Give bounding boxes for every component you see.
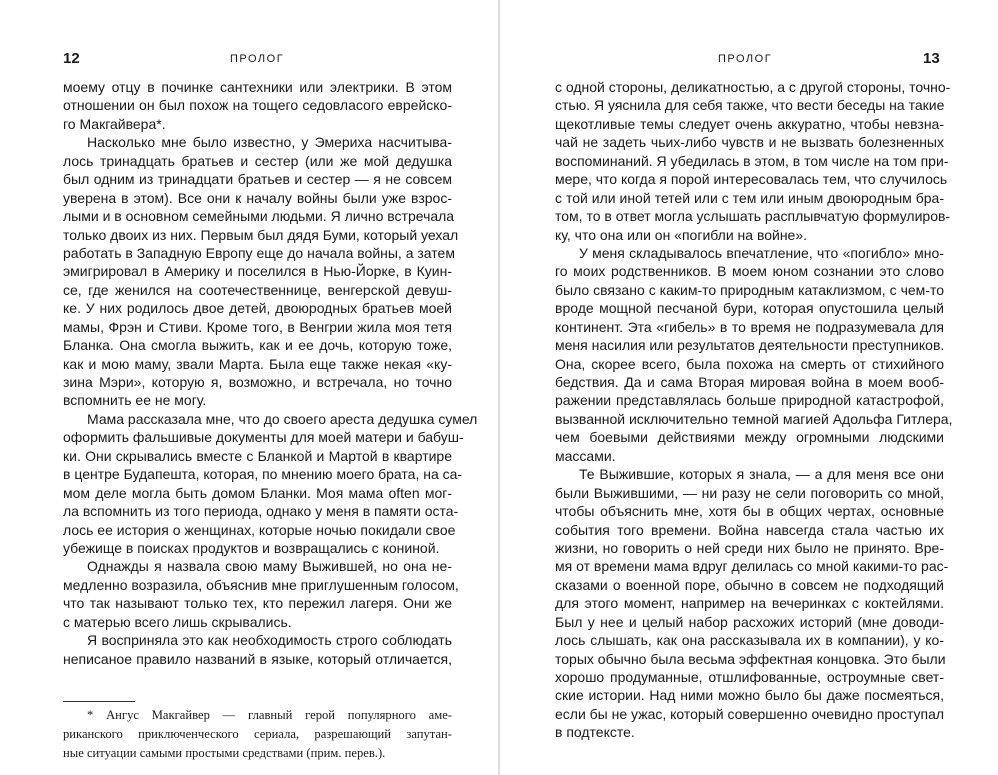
text-line: лось ее история о женщинах, которые ночью покидали свое	[63, 521, 456, 538]
text-line: Она, скорее всего, была похожа на смерть от стихийного	[555, 355, 944, 372]
text-line: хорошо продуманные, отшлифованные, остроумные свет-	[555, 669, 944, 685]
page-number: 12	[63, 50, 80, 67]
text-line: эмигрировал в Америку и поселился в Нью-Йорке, в Куин-	[63, 263, 452, 280]
text-line: Насколько мне было известно, у Эмериха насчитыва-	[87, 134, 452, 151]
text-line: мя от времени мама вдруг делилась со мной какими-то рас-	[555, 558, 949, 575]
text-line: Мама рассказала мне, что до своего ареста дедушка сумел	[87, 410, 478, 427]
text-line: ке. У них родилось двое детей, двоюродных братьев моей	[63, 300, 452, 317]
text-line: в центре Будапешта, которая, по мнению моего брата, на са-	[63, 466, 463, 483]
text-line: лось тринадцать братьев и сестер (или же мой дедушка	[63, 152, 452, 169]
running-head: ПРОЛОГ	[718, 53, 773, 65]
running-head: ПРОЛОГ	[230, 53, 285, 65]
text-line: отношении он был похож на тощего седовласого еврейско-	[63, 97, 452, 114]
text-line: массами.	[555, 447, 616, 464]
text-line: как и мою маму, звали Марта. Была еще также некая «ку-	[63, 355, 452, 372]
text-line: У меня складывалось впечатление, что «погибло» мно-	[579, 244, 944, 261]
text-line: вроде мощной песчаной бури, которая опустошила целый	[555, 300, 944, 317]
page-number: 13	[923, 50, 940, 67]
left-page	[0, 0, 498, 775]
text-line: ские истории. Над ними можно было бы даже посмеяться,	[555, 687, 944, 704]
text-line: события того времени. Война навсегда стала частью их	[555, 521, 944, 538]
text-line: если бы не ужас, который совершенно очевидно проступал	[555, 705, 945, 722]
text-line: уверена в этом). Все они к началу войны были уже взрос-	[63, 189, 452, 206]
text-line: вызванной исключительно темной магией Адольфа Гитлера,	[555, 410, 953, 427]
text-line: вспомнить ее не могу.	[63, 392, 207, 409]
text-line: Однажды я назвала свою маму Выжившей, но она не-	[87, 558, 452, 575]
text-line: в подтексте.	[555, 724, 635, 741]
text-line: ражении представлялась больше природной катастрофой,	[555, 392, 944, 409]
text-line: стью. Я уяснила для себя также, что вести беседы на такие	[555, 97, 945, 114]
text-line: континент. Эта «гибель» в то время не подразумевала для	[555, 318, 944, 335]
text-line: Я восприняла это как необходимость строго соблюдать	[87, 632, 452, 649]
text-line: было связано с каким-то природным катаклизмом, с чем-то	[555, 281, 944, 298]
text-line: се, где женился на соотечественнице, венгерской девуш-	[63, 281, 452, 298]
text-line: неписаное правило названий в языке, который отличается,	[63, 650, 452, 667]
text-line: го Макгайвера*.	[63, 115, 166, 132]
text-line: щекотливые темы следует очень аккуратно, чтобы невзна-	[555, 115, 944, 132]
text-line: мамы, Фрэн и Стиви. Кроме того, в Венгрии жила моя тетя	[63, 318, 452, 335]
footnote-line: риканского приключенческого сериала, разрешающий запутан-	[63, 727, 452, 741]
text-line: оформить фальшивые документы для моей матери и бабуш-	[63, 429, 464, 446]
text-line: бедствия. Да и сама Вторая мировая война в моем вооб-	[555, 374, 944, 390]
text-line: только двоих из них. Первым был дядя Буми, который уехал	[63, 226, 459, 243]
text-line: воспоминаний. Я убедилась в этом, в том числе на том при-	[555, 152, 949, 169]
text-line: том, то в ответ могла услышать расплывчатую формулиров-	[555, 208, 951, 225]
text-line: работать в Западную Европу еще до начала войны, а затем	[63, 244, 455, 261]
text-line: что так называют только тех, кто пережил лагеря. Они же	[63, 595, 452, 612]
text-line: лыми и в основном семейными людьми. Я лично встречала	[63, 208, 455, 225]
text-line: жизни, но говорить о ней среди них было не принято. Вре-	[555, 539, 944, 556]
text-line: торых обычно была весьма эффектная концовка. Это были	[555, 650, 946, 667]
text-line: лось слышать, как она рассказывала их в компании), у ко-	[555, 632, 944, 649]
text-line: были Выжившими, — ни разу не сели поговорить со мной,	[555, 484, 944, 501]
footnote-rule	[63, 701, 135, 702]
text-line: Те Выжившие, которых я знала, — а для меня все они	[579, 466, 944, 483]
text-line: ла вспомнить из того периода, однако у меня в памяти оста-	[63, 503, 459, 520]
footnote-line: * Ангус Макгайвер — главный герой популярного аме-	[87, 708, 452, 722]
text-line: ку, что она или он «погибли на войне».	[555, 226, 808, 243]
text-line: Бланка. Она смогла выжить, как и ее дочь, которую тоже,	[63, 337, 452, 354]
text-line: убежище в поисках продуктов и возвращались с кониной.	[63, 539, 440, 556]
text-line: сказами о военной поре, обычно в совсем не подходящий	[555, 576, 944, 593]
footnote	[63, 706, 452, 763]
body-text	[555, 78, 953, 742]
text-line: го моих родственников. В моем юном сознании это слово	[555, 263, 944, 280]
body-text	[63, 78, 478, 668]
text-line: с той или иной тетей или с тем или иным двоюродным бра-	[555, 189, 944, 206]
text-line: чтобы объяснить мне, хотя бы в общих чертах, основные	[555, 503, 944, 520]
text-line: для этого момент, например на вечеринках с коктейлями.	[555, 595, 944, 612]
text-line: медленно возразила, объяснив мне приглушенным голосом,	[63, 576, 459, 593]
right-page	[500, 0, 998, 775]
text-line: моему отцу в починке сантехники или электрики. В этом	[63, 79, 452, 95]
text-line: ки. Они скрывались вместе с Бланкой и Мартой в квартире	[63, 447, 452, 464]
text-line: был одним из тринадцати братьев и сестер — я не совсем	[63, 171, 452, 188]
text-line: чай не задеть чьих-либо чувств и не вызвать болезненных	[555, 134, 944, 151]
text-line: чем боевыми действиями между огромными людскими	[555, 429, 944, 446]
text-line: Был у нее и целый набор расхожих историй (мне доводи-	[555, 613, 944, 630]
text-line: с одной стороны, деликатностью, а с другой стороны, точно-	[555, 79, 951, 95]
footnote-line: ные ситуации самыми простыми средствами (прим. перев.).	[63, 746, 386, 760]
text-line: зина Мэри», которую я, возможно, и встречала, но точно	[63, 374, 452, 390]
text-line: мере, что когда я порой интересовалась тем, что случилось	[555, 171, 948, 188]
text-line: с матерью всего лишь скрывались.	[63, 613, 292, 630]
text-line: мом деле могла быть домом Бланки. Моя мама often мог-	[63, 484, 452, 501]
text-line: меня насилия или результатов деятельности преступников.	[555, 337, 945, 354]
